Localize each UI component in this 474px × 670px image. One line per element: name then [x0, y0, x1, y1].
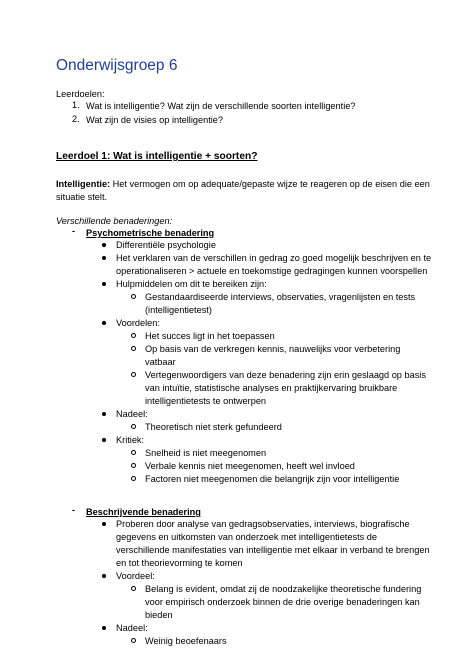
bullet-dot [102, 412, 106, 416]
sub-bullet-circle [131, 346, 136, 351]
sub-list-item: Verbale kennis niet meegenomen, heeft wel invloed [145, 461, 355, 471]
sub-bullet-circle [131, 476, 136, 481]
list-item: Kritiek: [116, 435, 145, 445]
sub-bullet-circle [131, 372, 136, 377]
definition-line-2: situatie stelt. [56, 192, 108, 202]
bullet-dot [102, 522, 106, 526]
sub-list-item: Belang is evident, omdat zij de noodzakelijke theoretische fundering [145, 584, 422, 594]
sub-list-item-cont: intelligentietests te ontwerpen [145, 396, 267, 406]
list-item: Proberen door analyse van gedragsobservaties, interviews, biografische [116, 519, 410, 529]
sub-list-item: Snelheid is niet meegenomen [145, 448, 267, 458]
list-item-cont: en tot theorievorming te komen [116, 558, 243, 568]
bullet-dot [102, 256, 106, 260]
sub-list-item: Gestandaardiseerde interviews, observaties, vragenlijsten en tests [145, 292, 416, 302]
sub-list-item-cont: bieden [145, 610, 173, 620]
sub-list-item: Weinig beoefenaars [145, 636, 227, 646]
sub-bullet-circle [131, 294, 136, 299]
list-item-cont: operationaliseren > actuele en toekomstige gedragingen kunnen voorspellen [116, 266, 428, 276]
list-item: Nadeel: [116, 623, 148, 633]
bullet-dot [102, 243, 106, 247]
sub-list-item-cont: voor empirisch onderzoek binnen de drie overige benaderingen kan [145, 597, 420, 607]
list-item: Nadeel: [116, 409, 148, 419]
bullet-dot [102, 574, 106, 578]
list-item-cont: verschillende manifestaties van intelligentie met elkaar in verband te brengen [116, 545, 430, 555]
bullet-dot [102, 626, 106, 630]
sub-list-item-cont: (intelligentietest) [145, 305, 212, 315]
list-item: Differentiële psychologie [116, 240, 216, 250]
sub-bullet-circle [131, 586, 136, 591]
dash-bullet: - [72, 505, 76, 515]
definition-label: Intelligentie: [56, 179, 111, 189]
sub-list-item-cont: vatbaar [145, 357, 176, 367]
leerdoel-item-1: Wat is intelligentie? Wat zijn de verschillende soorten intelligentie? [86, 101, 356, 111]
list-item: Het verklaren van de verschillen in gedrag zo goed mogelijk beschrijven en te [116, 253, 432, 263]
sub-list-item-cont: van intuïtie, statistische analyses en praktijkervaring bruikbare [145, 383, 398, 393]
bullet-dot [102, 321, 106, 325]
sub-list-item: Factoren niet meegenomen die belangrijk zijn voor intelligentie [145, 474, 400, 484]
list-item: Voordelen: [116, 318, 160, 328]
list-item-cont: gegevens en uitkomsten van onderzoek met intelligentietests de [116, 532, 377, 542]
benaderingen-label: Verschillende benaderingen: [56, 216, 173, 226]
sub-list-item: Vertegenwoordigers van deze benadering zijn erin geslaagd op basis [145, 370, 426, 380]
leerdoel-number-2: 2. [72, 114, 80, 124]
sub-list-item: Theoretisch niet sterk gefundeerd [145, 422, 282, 432]
sub-bullet-circle [131, 463, 136, 468]
sub-bullet-circle [131, 424, 136, 429]
sub-list-item: Op basis van de verkregen kennis, nauwelijks voor verbetering [145, 344, 401, 354]
sub-bullet-circle [131, 450, 136, 455]
definition-line-1 [56, 178, 430, 190]
leerdoelen-label: Leerdoelen: [56, 89, 105, 99]
leerdoel-number-1: 1. [72, 100, 80, 110]
leerdoel-item-2: Wat zijn de visies op intelligentie? [86, 115, 224, 125]
list-item: Hulpmiddelen om dit te bereiken zijn: [116, 279, 267, 289]
section-heading: Leerdoel 1: Wat is intelligentie + soorten? [56, 151, 258, 162]
bullet-dot [102, 438, 106, 442]
definition-text: Het vermogen om op adequate/gepaste wijze te reageren op de eisen die een [110, 179, 430, 189]
page-title: Onderwijsgroep 6 [56, 57, 178, 74]
sub-bullet-circle [131, 333, 136, 338]
descriptive-heading: Beschrijvende benadering [86, 507, 201, 517]
psychometric-heading: Psychometrische benadering [86, 228, 215, 238]
list-item: Voordeel: [116, 571, 155, 581]
sub-bullet-circle [131, 638, 136, 643]
dash-bullet: - [72, 226, 76, 236]
sub-list-item: Het succes ligt in het toepassen [145, 331, 275, 341]
bullet-dot [102, 282, 106, 286]
